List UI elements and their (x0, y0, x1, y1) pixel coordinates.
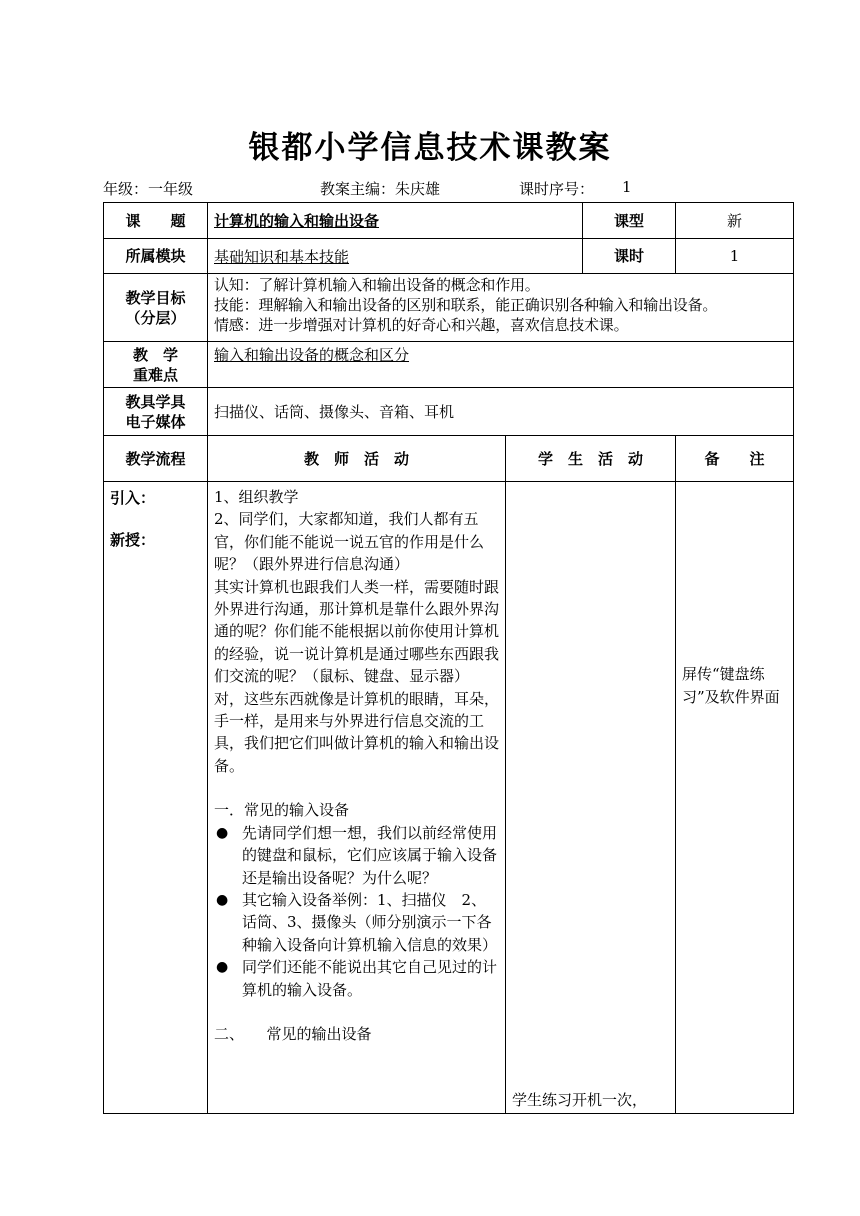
note-cell: 屏传“键盘练习”及软件界面 (676, 482, 794, 1114)
goals-value (208, 274, 794, 342)
goal-cognitive: 认知：了解计算机输入和输出设备的概念和作用。 (214, 276, 540, 294)
media-label (104, 388, 208, 436)
bullet-text: 先请同学们想一想，我们以前经常使用的键盘和鼠标，它们应该属于输入设备还是输出设备呢？为什么呢？ (242, 823, 498, 887)
module-row (104, 239, 794, 274)
bullet-text: 同学们还能不能说出其它自己见过的计算机的输入设备。 (242, 958, 498, 999)
stage-new: 新授： (110, 531, 156, 549)
media-label-line-2: 电子媒体 (125, 412, 186, 431)
key-points-label-line-1: 教 学 (132, 345, 178, 364)
section-input-devices: 一．常见的输入设备 (214, 801, 350, 820)
bullet-icon: ● (216, 891, 229, 908)
flow-header-teacher: 教 师 活 动 (208, 436, 506, 482)
lesson-no-label: 课时序号： (519, 180, 595, 198)
key-points-label (104, 342, 208, 388)
flow-header-student: 学 生 活 动 (506, 436, 676, 482)
bullet-text: 其它输入设备举例：1、扫描仪 2、话筒、3、摄像头（师分别演示一下各种输入设备向计算机输入信息的效果） (242, 890, 498, 954)
goals-label-line-1: 教学目标 (125, 288, 186, 307)
topic-label: 课 题 (104, 203, 208, 239)
topic-row (104, 203, 794, 239)
flow-header-row (104, 436, 794, 482)
editor-label: 教案主编：朱庆雄 (320, 180, 441, 198)
lesson-type-value: 新 (676, 203, 794, 239)
list-item (214, 956, 499, 1001)
module-value: 基础知识和基本技能 (208, 239, 583, 274)
grade-label: 年级：一年级 (103, 180, 194, 198)
teacher-para-4: 对，这些东西就像是计算机的眼睛，耳朵，手一样，是用来与外界进行信息交流的工具，我们把它们叫做计算机的输入和输出设备。 (214, 689, 500, 775)
goals-label-line-2: （分层） (125, 308, 186, 327)
section-output-devices: 二、 常见的输出设备 (214, 1024, 372, 1043)
key-points-row (104, 342, 794, 388)
flow-body-row (104, 482, 794, 1114)
page-title: 银都小学信息技术课教案 (248, 130, 612, 166)
topic-value: 计算机的输入和输出设备 (208, 203, 583, 239)
teacher-para-1: 1、组织教学 (214, 488, 299, 506)
media-row (104, 388, 794, 436)
bullet-icon: ● (216, 959, 229, 976)
teacher-para-2: 2、同学们，大家都知道，我们人都有五官，你们能不能说一说五官的作用是什么呢？（跟外界进行信息沟通） (214, 510, 485, 574)
lesson-no-value: 1 (622, 178, 632, 196)
key-points-label-line-2: 重难点 (132, 365, 178, 384)
media-value: 扫描仪、话筒、摄像头、音箱、耳机 (208, 388, 794, 436)
lesson-type-label: 课型 (583, 203, 676, 239)
key-points-value: 输入和输出设备的概念和区分 (208, 342, 794, 388)
list-item (214, 889, 499, 956)
teacher-activity-cell (208, 482, 506, 1114)
flow-stage-cell (104, 482, 208, 1114)
student-activity-cell: 学生练习开机一次， (506, 482, 676, 1114)
input-device-list (214, 822, 499, 1001)
list-item (214, 822, 499, 889)
media-label-line-1: 教具学具 (125, 392, 186, 411)
goal-skill: 技能：理解输入和输出设备的区别和联系，能正确识别各种输入和输出设备。 (214, 296, 718, 314)
module-label: 所属模块 (104, 239, 208, 274)
flow-header-note: 备 注 (676, 436, 794, 482)
bullet-icon: ● (216, 824, 229, 841)
stage-intro: 引入： (110, 489, 156, 507)
lesson-plan-table (103, 202, 794, 1114)
period-label: 课时 (583, 239, 676, 274)
goals-row (104, 274, 794, 342)
teacher-para-3: 其实计算机也跟我们人类一样，需要随时跟外界进行沟通，那计算机是靠什么跟外界沟通的呢？你们能不能根据以前你使用计算机的经验，说一说计算机是通过哪些东西跟我们交流的呢？（鼠标、键盘、显示器） (214, 577, 500, 686)
flow-header-flow: 教学流程 (104, 436, 208, 482)
goal-emotion: 情感：进一步增强对计算机的好奇心和兴趣，喜欢信息技术课。 (214, 316, 629, 334)
goals-label (104, 274, 208, 342)
period-value: 1 (676, 239, 794, 274)
